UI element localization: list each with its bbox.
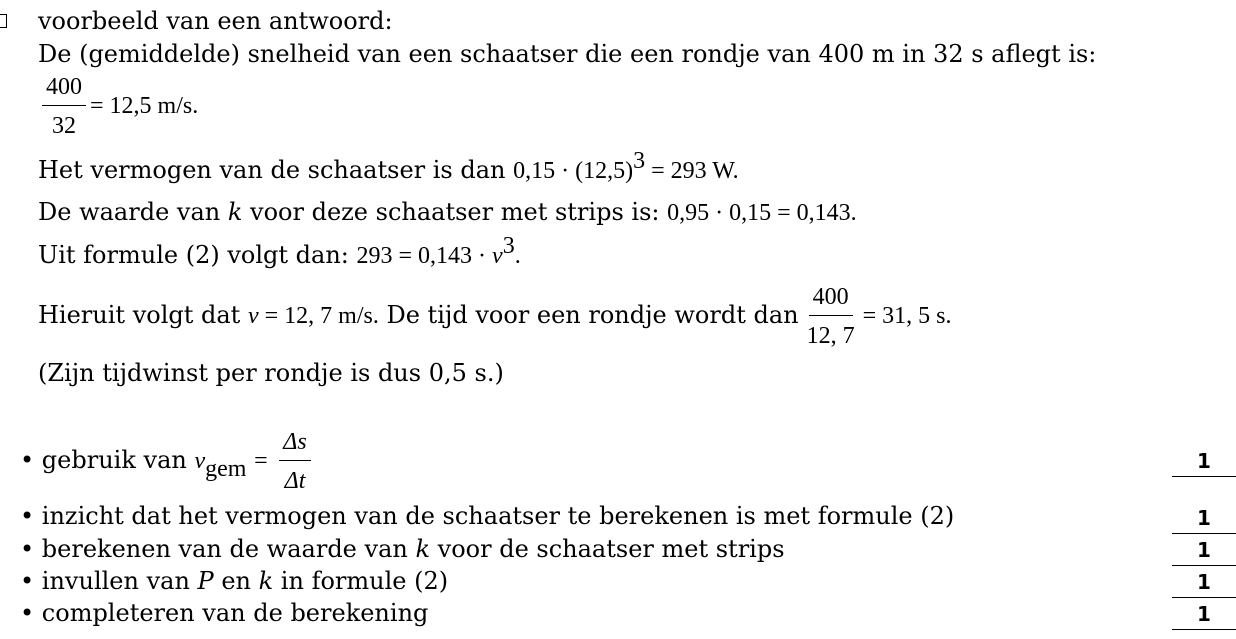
text-line-5: Hieruit volgt dat v = 12, 7 m/s. De tijd voor een rondje wordt dan $\frac{400}{12, 7}$ = 31, 5 s. [38,284,952,349]
criterion-item: • gebruik van $v_{gem}$ = $\frac{\Delta s}{\Delta t}$ [20,430,315,493]
checkbox-marker [0,14,7,28]
criterion-item: • invullen van P en k in formule (2) [20,567,449,595]
criterion-item: • completeren van de berekening [20,599,429,627]
score-value: 1 [1180,508,1228,528]
fraction: $\frac{\Delta s}{\Delta t}$ [279,430,310,493]
fraction: $\frac{400}{32}$ [42,75,86,138]
equation-speed: $\frac{400}{32}$ = 12,5 m/s. [38,75,198,138]
score-value: 1 [1180,604,1228,624]
answer-header: voorbeeld van een antwoord: [38,7,393,35]
fraction: $\frac{400}{12, 7}$ [806,284,855,349]
score-value: 1 [1180,451,1228,471]
text-line-6: (Zijn tijdwinst per rondje is dus 0,5 s.) [38,359,504,387]
score-value: 1 [1180,540,1228,560]
text-line-3: De waarde van k voor deze schaatser met strips is: 0,95 · 0,15 = 0,143. [38,198,857,226]
text-line-2: Het vermogen van de schaatser is dan $0,15 \cdot (12,5)^3 = 293$ W. [38,148,739,184]
score-value: 1 [1180,572,1228,592]
text-line-1: De (gemiddelde) snelheid van een schaatser die een rondje van 400 m in 32 s aflegt is: [38,40,1097,68]
criterion-item: • inzicht dat het vermogen van de schaatser te berekenen is met formule (2) [20,502,955,530]
text-line-4: Uit formule (2) volgt dan: $293 = 0,143 \cdot v^3$. [38,233,521,269]
criterion-item: • berekenen van de waarde van k voor de schaatser met strips [20,535,785,563]
